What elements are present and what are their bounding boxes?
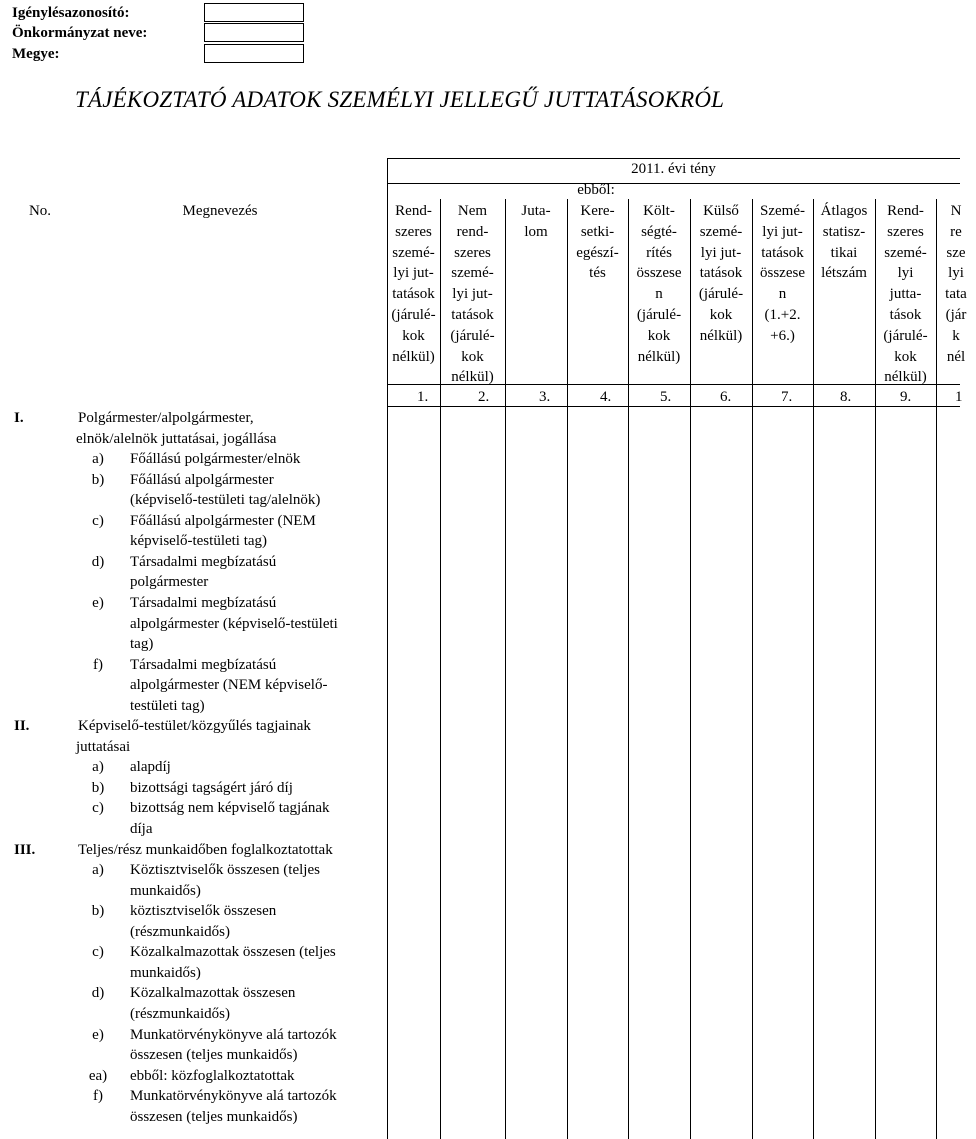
row-label (130, 696, 205, 717)
column-number: 8. (840, 389, 852, 405)
column-header: Külső szemé- lyi jut- tatások (járulé- kok nélkül) (698, 203, 744, 344)
row-label (130, 675, 327, 696)
row-text: polgármester (130, 574, 209, 590)
row-marker: d) (91, 985, 105, 1001)
row-text: Teljes/rész munkaidőben foglalkoztatottak (78, 842, 333, 858)
column-header-no: No. (28, 203, 52, 219)
county-label: Megye: (12, 46, 60, 62)
row-marker: a) (92, 862, 104, 878)
row-text: alpolgármester (képviselő-testületi (130, 616, 338, 632)
column-number: 1 (955, 389, 963, 405)
row-label (130, 1004, 230, 1025)
row-text: Társadalmi megbízatású (130, 595, 277, 611)
column-divider (505, 199, 506, 1139)
column-header: Rend- szeres szemé- lyi jut- tatások (járulé- kok nélkül) (391, 203, 436, 365)
row-label (130, 922, 230, 943)
column-header: Átlagos statisz- tikai létszám (820, 203, 868, 282)
column-number: 4. (600, 389, 612, 405)
column-number: 6. (720, 389, 732, 405)
row-label (76, 737, 130, 758)
row-label (76, 901, 276, 922)
row-text: díja (130, 821, 153, 837)
row-label (130, 634, 153, 655)
row-marker: b) (91, 472, 105, 488)
row-text: alpolgármester (NEM képviselő- (130, 677, 328, 693)
row-label (76, 1025, 337, 1046)
row-text: munkaidős) (130, 883, 201, 899)
row-text: köztisztviselők összesen (130, 903, 277, 919)
row-marker: ea) (88, 1068, 108, 1084)
row-text: összesen (teljes munkaidős) (130, 1109, 298, 1125)
row-text: (részmunkaidős) (130, 1006, 230, 1022)
row-marker: d) (91, 554, 105, 570)
row-label (76, 798, 330, 819)
row-text: képviselő-testületi tag) (130, 533, 268, 549)
row-label (76, 778, 293, 799)
row-label (76, 942, 336, 963)
section-number: III. (14, 842, 36, 858)
row-label (76, 511, 316, 532)
row-text: Főállású alpolgármester (130, 472, 274, 488)
row-label (76, 429, 276, 450)
row-text: bizottsági tagságért járó díj (130, 780, 293, 796)
row-text: (részmunkaidős) (130, 924, 230, 940)
row-label (130, 881, 201, 902)
row-marker: f) (93, 657, 103, 673)
row-text: Köztisztviselők összesen (teljes (130, 862, 320, 878)
column-number: 3. (539, 389, 551, 405)
row-label (130, 572, 208, 593)
column-header: Nem rend- szeres szemé- lyi jut- tatások (járulé- kok nélkül) (450, 203, 495, 386)
row-marker: a) (92, 451, 104, 467)
row-label (130, 1045, 297, 1066)
column-number: 9. (900, 389, 912, 405)
of-which-header: ebből: (577, 182, 615, 198)
county-field[interactable] (204, 44, 304, 63)
row-label (130, 963, 201, 984)
row-marker: c) (92, 800, 104, 816)
row-label (76, 470, 274, 491)
row-label (78, 840, 333, 861)
row-label (130, 490, 320, 511)
row-label (76, 1086, 337, 1107)
page-title: TÁJÉKOZTATÓ ADATOK SZEMÉLYI JELLEGŰ JUTTATÁSOKRÓL (75, 87, 725, 112)
request-id-field[interactable] (204, 3, 304, 22)
row-text: Főállású polgármester/elnök (130, 451, 301, 467)
column-number: 5. (660, 389, 672, 405)
column-header: Juta- lom (521, 203, 551, 240)
row-text: juttatásai (76, 739, 131, 755)
request-id-label: Igénylésazonosító: (12, 5, 130, 21)
column-number: 1. (417, 389, 429, 405)
section-number: I. (14, 410, 24, 426)
row-text: (képviselő-testületi tag/alelnök) (130, 492, 321, 508)
row-text: ebből: közfoglalkoztatottak (130, 1068, 295, 1084)
row-label (78, 408, 254, 429)
row-label (130, 614, 338, 635)
row-marker: f) (93, 1088, 103, 1104)
column-divider (813, 199, 814, 1139)
year-header: 2011. évi tény (631, 161, 716, 177)
row-text: Polgármester/alpolgármester, (78, 410, 254, 426)
row-marker: c) (92, 513, 104, 529)
row-text: elnök/alelnök juttatásai, jogállása (76, 431, 277, 447)
row-marker: b) (91, 780, 105, 796)
row-text: Közalkalmazottak összesen (teljes (130, 944, 336, 960)
municipality-label: Önkormányzat neve: (12, 25, 148, 41)
column-header: Szemé- lyi jut- tatások összese n (1.+2. +6.) (760, 203, 805, 344)
row-text: Munkatörvénykönyve alá tartozók (130, 1088, 337, 1104)
row-label (130, 819, 153, 840)
row-text: Közalkalmazottak összesen (130, 985, 296, 1001)
column-header: Kere- setki- egészí- tés (576, 203, 619, 282)
column-header-name: Megnevezés (182, 203, 258, 219)
column-header: Rend- szeres szemé- lyi jutta- tások (járulé- kok nélkül) (883, 203, 928, 386)
row-marker: c) (92, 944, 104, 960)
row-label (76, 757, 171, 778)
column-divider (567, 199, 568, 1139)
row-text: Munkatörvénykönyve alá tartozók (130, 1027, 337, 1043)
row-text: összesen (teljes munkaidős) (130, 1047, 298, 1063)
row-label (130, 1107, 297, 1128)
row-text: Társadalmi megbízatású (130, 554, 277, 570)
row-text: testületi tag) (130, 698, 205, 714)
row-marker: e) (92, 595, 104, 611)
row-label (76, 593, 276, 614)
row-label (130, 531, 267, 552)
row-label (76, 655, 276, 676)
municipality-field[interactable] (204, 23, 304, 42)
row-text: Társadalmi megbízatású (130, 657, 277, 673)
row-text: munkaidős) (130, 965, 201, 981)
row-label (76, 449, 300, 470)
column-number: 7. (781, 389, 793, 405)
row-marker: a) (92, 759, 104, 775)
row-text: Képviselő-testület/közgyűlés tagjainak (78, 718, 311, 734)
row-marker: e) (92, 1027, 104, 1043)
column-header: Költ- ségté- rítés összese n (járulé- kok nélkül) (636, 203, 682, 365)
column-header: N re sze lyi tata (jár k nél (945, 203, 967, 365)
row-text: Főállású alpolgármester (NEM (130, 513, 316, 529)
row-label (76, 1066, 295, 1087)
row-marker: b) (91, 903, 105, 919)
column-number: 2. (478, 389, 490, 405)
row-label (76, 552, 276, 573)
row-label (76, 860, 320, 881)
row-label (78, 716, 311, 737)
row-text: tag) (130, 636, 154, 652)
row-label (76, 983, 295, 1004)
row-text: bizottság nem képviselő tagjának (130, 800, 330, 816)
section-number: II. (14, 718, 30, 734)
row-text: alapdíj (130, 759, 171, 775)
